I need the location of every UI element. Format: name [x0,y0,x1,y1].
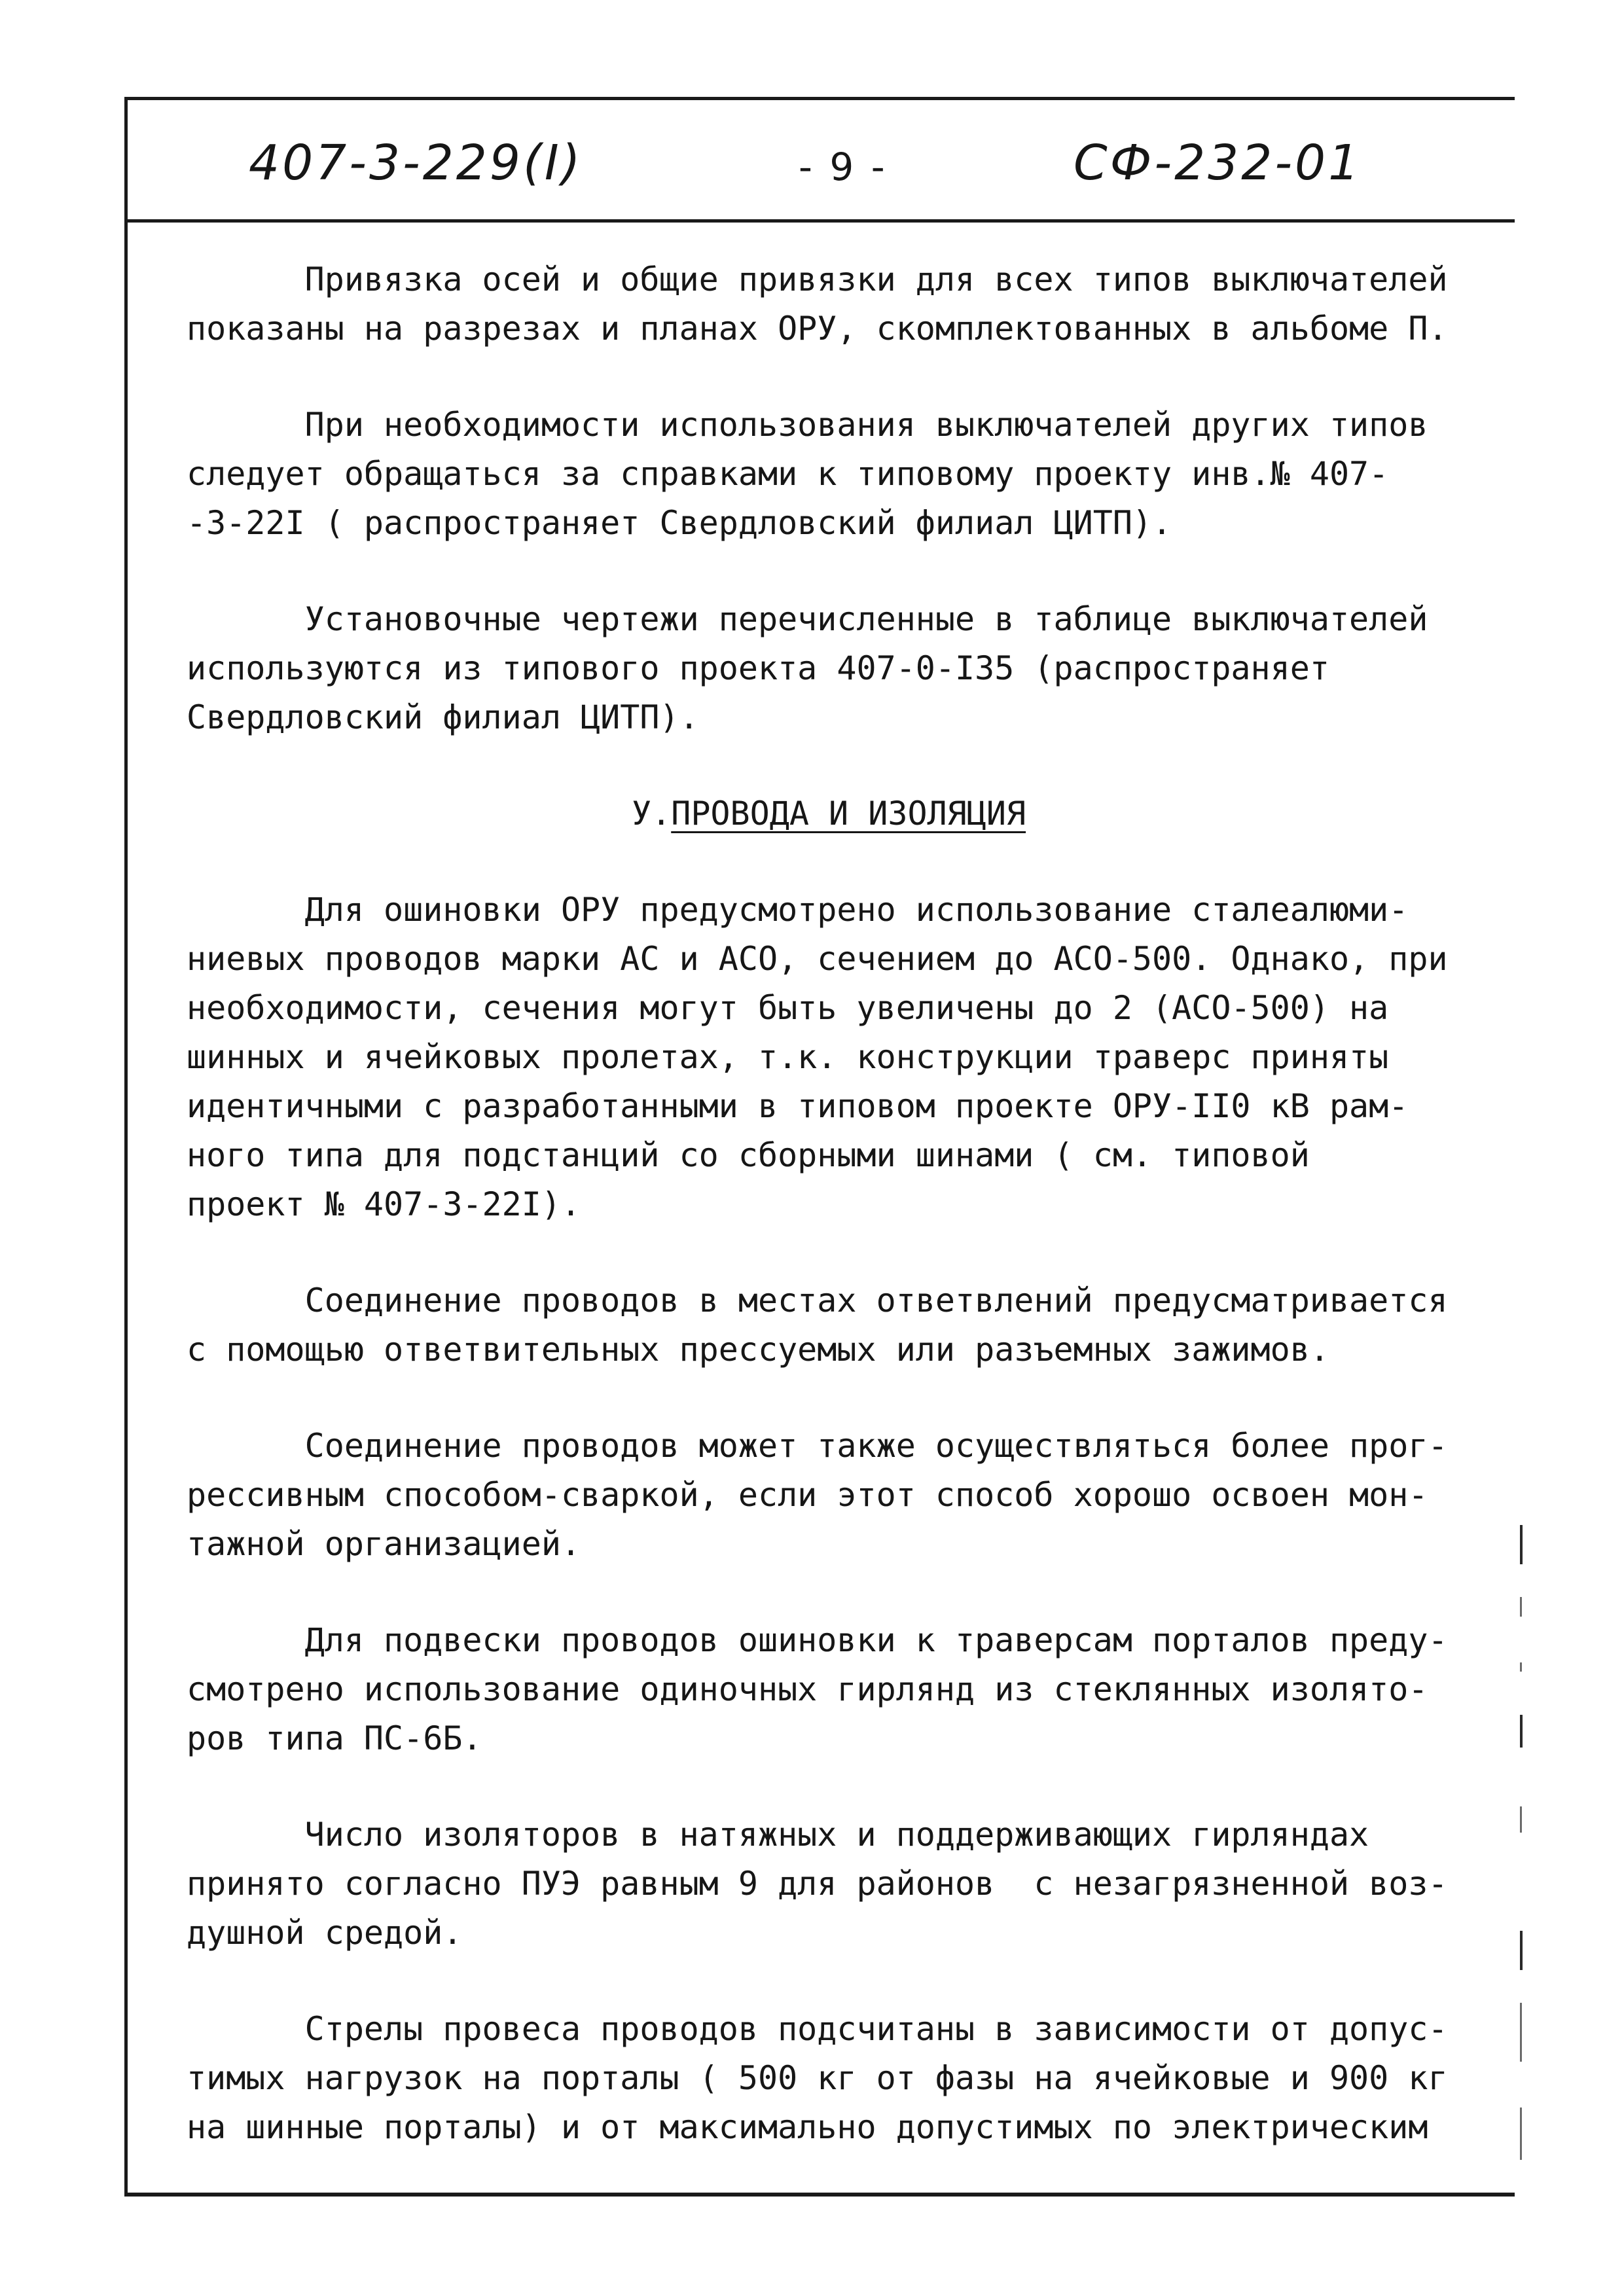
paragraph-axis-binding: Привязка осей и общие привязки для всех типов выключателей показаны на разрезах и планах ОРУ, скомплектованных в альбоме П. [187,260,1448,348]
paragraph-sag: Стрелы провеса проводов подсчитаны в зависимости от допус- тимых нагрузок на порталы ( 500 кг от фазы на ячейковые и 900 кг на шинные порталы) и от максимально допустимых по электрическим [187,2010,1448,2146]
paragraph-insulator-count: Число изоляторов в натяжных и поддерживающих гирляндах принято согласно ПУЭ равным 9 для районов с незагрязненной воз- душной средой. [187,1816,1448,1952]
title-block [124,98,1515,223]
revision-mark [1520,2108,1522,2160]
body-text [187,255,1489,2199]
section-heading [187,789,1489,838]
paragraph-welding: Соединение проводов может также осуществляться более прог- рессивным способом-сваркой, если этот способ хорошо освоен мон- тажной организацией. [187,1427,1448,1563]
page-number: - 9 - [799,145,888,189]
paragraph-other-breakers: При необходимости использования выключателей других типов следует обращаться за справками к типовому проекту инв.№ 407- -3-22I ( распространяет Свердловский филиал ЦИТП). [187,406,1428,542]
section-number: У. [632,795,672,833]
paragraph-insulator-strings: Для подвески проводов ошиновки к траверсам порталов преду- смотрено использование одиночных гирлянд из стеклянных изолято- ров типа ПС-6Б. [187,1621,1448,1757]
revision-mark [1520,1525,1523,1564]
document-code: 407-3-229(I) [249,135,583,191]
revision-mark [1520,1597,1522,1617]
section-title: ПРОВОДА И ИЗОЛЯЦИЯ [671,795,1026,833]
revision-mark [1520,1662,1522,1672]
revision-mark [1520,1931,1523,1970]
revision-mark [1520,2003,1522,2062]
paragraph-installation-drawings: Установочные чертежи перечисленные в таблице выключателей используются из типового проекта 407-0-I35 (распространяет Свердловский филиал ЦИТП). [187,600,1428,736]
paragraph-busbar-wires: Для ошиновки ОРУ предусмотрено использование сталеалюми- ниевых проводов марки АС и АСО, сечением до АСО-500. Однако, при необходимости, сечения могут быть увеличены до 2 (АСО-500) на шинных и ячейковых пролетах, т.к. конструкции траверс приняты идентичными с разработанными в типовом проекте ОРУ-II0 кВ рам- ного типа для подстанций со сборными шинами ( см. типовой проект № 407-3-22I). [187,891,1448,1223]
revision-mark [1520,1715,1523,1748]
paragraph-branch-connections: Соединение проводов в местах ответвлений предусматривается с помощью ответвительных прессуемых или разъемных зажимов. [187,1282,1448,1369]
revision-mark [1520,1806,1522,1833]
sheet-code: СФ-232-01 [1074,135,1362,191]
